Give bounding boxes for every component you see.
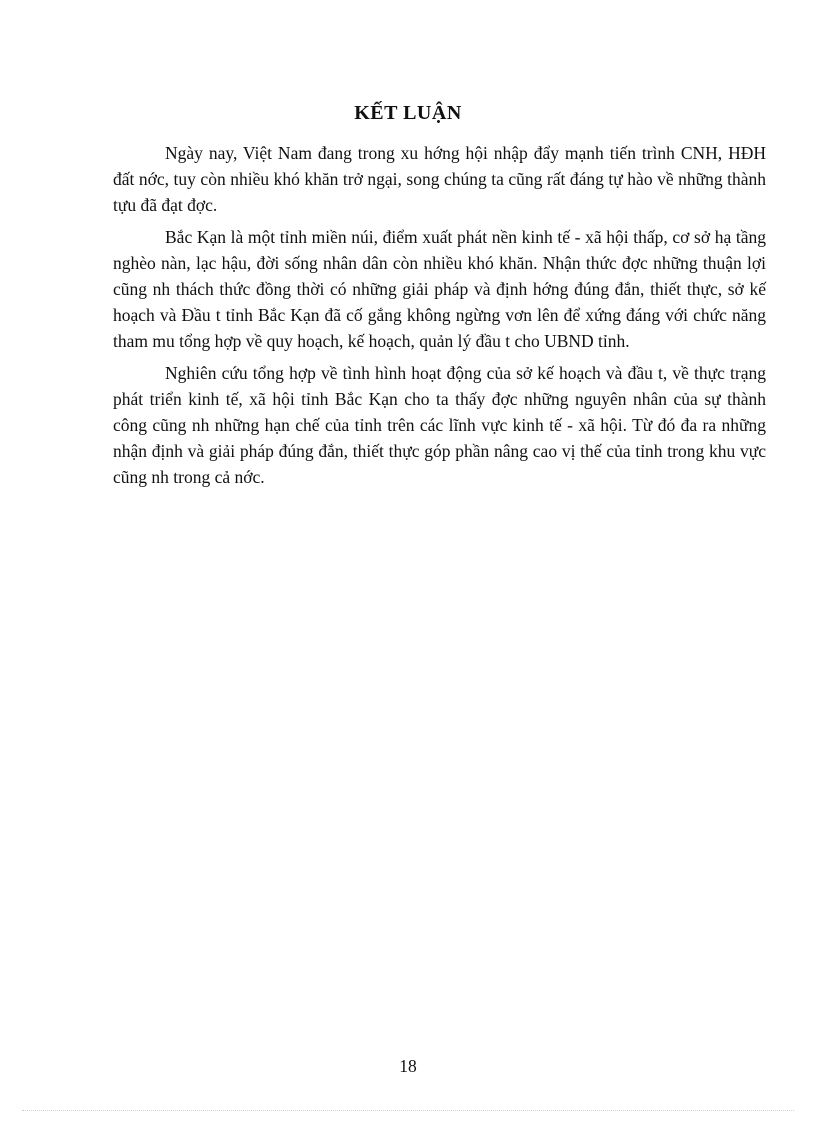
body-text: [113, 140, 766, 496]
paragraph-1: Ngày nay, Việt Nam đang trong xu hớng hội nhập đẩy mạnh tiến trình CNH, HĐH đất nớc, tuy còn nhiều khó khăn trở ngại, song chúng ta cũng rất đáng tự hào về những thành tựu đã đạt đợc.: [113, 143, 766, 215]
paragraph-2: Bắc Kạn là một tỉnh miền núi, điểm xuất phát nền kinh tế - xã hội thấp, cơ sở hạ tầng nghèo nàn, lạc hậu, đời sống nhân dân còn nhiều khó khăn. Nhận thức đợc những thuận lợi cũng nh thách thức đồng thời có những giải pháp và định hớng đúng đắn, thiết thực, sở kế hoạch và Đầu t tỉnh Bắc Kạn đã cố gắng không ngừng vơn lên để xứng đáng với chức năng tham mu tổng hợp về quy hoạch, kế hoạch, quản lý đầu t cho UBND tỉnh.: [113, 227, 766, 351]
bottom-divider: [22, 1110, 794, 1111]
page-title: KẾT LUẬN: [354, 102, 462, 124]
paragraph-3: Nghiên cứu tổng hợp về tình hình hoạt động của sở kế hoạch và đầu t, về thực trạng phát triển kinh tế, xã hội tỉnh Bắc Kạn cho ta thấy đợc những nguyên nhân của sự thành công cũng nh những hạn chế của tỉnh trên các lĩnh vực kinh tế - xã hội. Từ đó đa ra những nhận định và giải pháp đúng đắn, thiết thực góp phần nâng cao vị thế của tỉnh trong khu vực cũng nh trong cả nớc.: [113, 363, 766, 487]
page-number: 18: [399, 1056, 417, 1076]
